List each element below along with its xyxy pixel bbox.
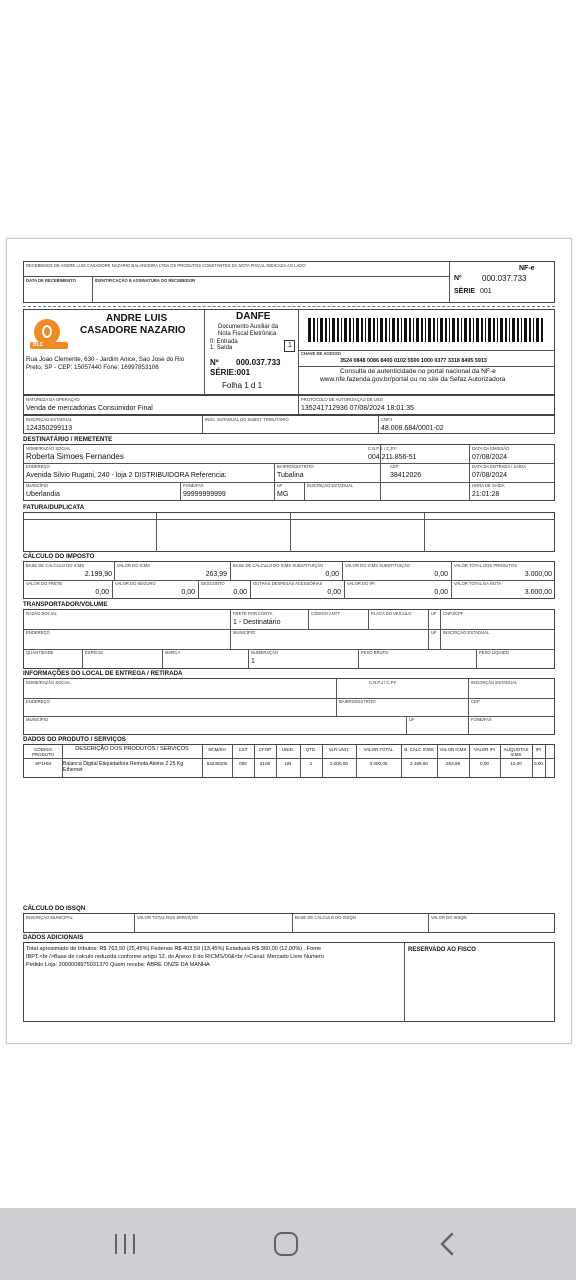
barcode-bar bbox=[464, 318, 467, 342]
adicionais-text-1: Total aproximado de tributos: R$ 763,50 (25,45%) Federais R$ 403,50 (13,45%) Estaduais R$ 360,00 (12,00%) . Fonte bbox=[26, 946, 322, 952]
consulta-line-2: www.nfe.fazenda.gov.br/portal ou no site da Sefaz Autorizadora bbox=[320, 376, 506, 383]
produto-header-0: CÓDIGO PRODUTO bbox=[32, 747, 54, 757]
barcode-bar bbox=[521, 318, 522, 342]
transp-especie-label: ESPÉCIE bbox=[85, 650, 104, 655]
canhoto-serie-label: SÉRIE bbox=[454, 288, 476, 295]
transp-peso-bruto-label: PESO BRUTO bbox=[361, 650, 389, 655]
barcode-bar bbox=[512, 318, 515, 342]
dest-fone-label: FONE/FAX bbox=[183, 483, 204, 488]
barcode-bar bbox=[485, 318, 486, 342]
dest-hora-label: HORA DE SAÍDA bbox=[472, 483, 505, 488]
produtos-section: DADOS DO PRODUTO / SERVIÇOS bbox=[23, 736, 126, 743]
barcode-bar bbox=[373, 318, 375, 342]
transp-marca-label: MARCA bbox=[165, 650, 181, 655]
barcode-bar bbox=[344, 318, 347, 342]
barcode-bar bbox=[401, 318, 402, 342]
barcode-bar bbox=[365, 318, 366, 342]
produtos-table bbox=[23, 744, 555, 778]
dest-entrada-label: DATA DA ENTRADA / SAÍDA bbox=[472, 464, 527, 469]
barcode-bar bbox=[541, 318, 543, 342]
entrega-ie-label: INSCRIÇÃO ESTADUAL bbox=[471, 680, 518, 685]
barcode-bar bbox=[397, 318, 399, 342]
barcode-bar bbox=[308, 318, 311, 342]
produto-header-2: NCM/SH bbox=[208, 747, 226, 752]
chave-label: CHAVE DE ACESSO bbox=[301, 351, 342, 356]
barcode-bar bbox=[469, 318, 471, 342]
produto-cell-5: UN bbox=[284, 761, 292, 766]
produto-cell-4: 6108 bbox=[259, 761, 271, 766]
dest-fone: 99999999999 bbox=[183, 491, 226, 498]
barcode-bar bbox=[320, 318, 323, 342]
transp-razao-label: RAZÃO SOCIAL bbox=[26, 611, 57, 616]
entrega-endereco-label: ENDEREÇO bbox=[26, 699, 50, 704]
total-prod-label: VALOR TOTAL DOS PRODUTOS bbox=[454, 563, 517, 568]
transportador-block bbox=[23, 609, 555, 669]
barcode-bar bbox=[517, 318, 519, 342]
danfe-saida: 1: Saída bbox=[210, 345, 233, 351]
barcode-bar bbox=[337, 318, 339, 342]
entrega-uf-label: UF bbox=[409, 717, 415, 722]
barcode-bar bbox=[353, 318, 354, 342]
produto-header-8: VALOR TOTAL bbox=[363, 747, 394, 752]
bc-icms-label: BASE DE CÁLCULO DO ICMS bbox=[26, 563, 85, 568]
produto-cell-9: 2.199,90 bbox=[410, 761, 428, 766]
entrega-nome-label: NOME/RAZÃO SOCIAL bbox=[26, 680, 71, 685]
issqn-section: CÁLCULO DO ISSQN bbox=[23, 905, 86, 912]
barcode-bar bbox=[380, 318, 383, 342]
produto-cell-7: 3.000,00 bbox=[330, 761, 348, 766]
cnpj-value: 48.008.684/0001-02 bbox=[381, 425, 444, 432]
danfe-entrada: 0: Entrada bbox=[210, 339, 238, 345]
dest-municipio: Uberlandia bbox=[26, 491, 60, 498]
dest-bairro: Tubalina bbox=[277, 472, 304, 479]
icms-st-label: VALOR DO ICMS SUBSTITUIÇÃO bbox=[345, 563, 411, 568]
canhoto-numero-prefix: Nº bbox=[454, 275, 462, 282]
barcode-bar bbox=[536, 318, 539, 342]
entrega-block bbox=[23, 678, 555, 735]
home-icon[interactable] bbox=[274, 1232, 298, 1256]
barcode-bar bbox=[409, 318, 411, 342]
tipo-box bbox=[284, 340, 295, 352]
dest-hora: 21:01:28 bbox=[472, 491, 500, 498]
produto-header-9: B. CALC ICMS bbox=[404, 747, 434, 752]
barcode-bar bbox=[488, 318, 491, 342]
ie-st-label: INSC. ESTADUAL DO SUBST. TRIBUTÁRIO bbox=[205, 417, 289, 422]
barcode-bar bbox=[428, 318, 431, 342]
produto-cell-11: 0,00 bbox=[480, 761, 489, 766]
transp-peso-liquido-label: PESO LÍQUIDO bbox=[479, 650, 510, 655]
entrega-section: INFORMAÇÕES DO LOCAL DE ENTREGA / RETIRADA bbox=[23, 670, 183, 677]
entrega-bairro-label: BAIRRO/DISTRITO bbox=[339, 699, 376, 704]
barcode-bar bbox=[332, 318, 335, 342]
adicionais-text-2: IBPT.<br />Base de calculo reduzida conforme artigo 12, do Anexo II do RICMS/00&<br />Canal: Mercado Livre Numero bbox=[26, 954, 324, 960]
barcode-bar bbox=[416, 318, 419, 342]
frete-label: VALOR DO FRETE bbox=[26, 581, 63, 586]
danfe-subtitle-2: Nota Fiscal Eletrônica bbox=[218, 331, 277, 337]
seguro-label: VALOR DO SEGURO bbox=[115, 581, 156, 586]
cut-line bbox=[23, 306, 555, 307]
bc-icms-value: 2.199,90 bbox=[84, 571, 112, 578]
logo-text: BLC bbox=[33, 342, 44, 348]
transp-antt-label: CÓDIGO ANTT bbox=[311, 611, 340, 616]
issqn-bc-label: BASE DE CÁLCULO DO ISSQN bbox=[295, 915, 356, 920]
transp-numeracao-label: NUMERAÇÃO bbox=[251, 650, 279, 655]
barcode-bar bbox=[329, 318, 330, 342]
adicionais-block bbox=[23, 942, 555, 1022]
produto-cell-1: Balanca Digital Etiquetadora Remota Ateine 2 25 Kg Ethernet bbox=[63, 761, 184, 773]
adicionais-section: DADOS ADICIONAIS bbox=[23, 934, 84, 941]
adicionais-text-3: Pedido Loja: 2000008975031370 Quem recebe: ABRE ONZE DA MANHA bbox=[26, 962, 210, 968]
protocolo-value: 135241712936 07/08/2024 18:01:35 bbox=[301, 405, 414, 412]
barcode-bar bbox=[385, 318, 387, 342]
barcode-bar bbox=[476, 318, 479, 342]
dest-cep-label: CEP bbox=[390, 464, 399, 469]
barcode-bar bbox=[421, 318, 423, 342]
transp-frete: 1 - Destinatário bbox=[233, 619, 281, 626]
ie-label: INSCRIÇÃO ESTADUAL bbox=[26, 417, 73, 422]
logo-banner bbox=[30, 342, 68, 349]
imposto-section: CÁLCULO DO IMPOSTO bbox=[23, 553, 95, 560]
desconto-value: 0,00 bbox=[233, 589, 247, 596]
danfe-document[interactable] bbox=[6, 238, 572, 1044]
natureza-label: NATUREZA DA OPERAÇÃO bbox=[26, 397, 80, 402]
barcode-bar bbox=[440, 318, 443, 342]
transp-qtd-label: QUANTIDADE bbox=[26, 650, 54, 655]
produto-cell-12: 12,00 bbox=[510, 761, 522, 766]
seguro-value: 0,00 bbox=[181, 589, 195, 596]
produto-cell-10: 263,99 bbox=[445, 761, 461, 766]
destinatario-section: DESTINATÁRIO / REMETENTE bbox=[23, 436, 113, 443]
emitente-name-2: CASADORE NAZARIO bbox=[80, 325, 186, 336]
barcode-bar bbox=[497, 318, 498, 342]
barcode-bar bbox=[341, 318, 342, 342]
identificacao-label: IDENTIFICAÇÃO E ASSINATURA DO RECEBEDOR bbox=[95, 278, 196, 283]
produto-header-10: VALOR ICMS bbox=[439, 747, 467, 752]
produto-header-7: VLR UNIT. bbox=[328, 747, 350, 752]
issqn-im-label: INSCRIÇÃO MUNICIPAL bbox=[26, 915, 73, 920]
transp-ie-label: INSCRIÇÃO ESTADUAL bbox=[443, 630, 490, 635]
natureza-row bbox=[23, 395, 555, 415]
dest-uf-label: UF bbox=[277, 483, 283, 488]
dest-cpf-label: C.N.P.J. / C.P.F. bbox=[368, 446, 398, 451]
natureza-value: Venda de mercadorias Consumidor Final bbox=[26, 405, 153, 412]
barcode-bar bbox=[509, 318, 510, 342]
barcode-bar bbox=[404, 318, 407, 342]
danfe-title: DANFE bbox=[236, 311, 271, 322]
danfe-numero-label: Nº bbox=[210, 358, 219, 367]
barcode-bar bbox=[377, 318, 378, 342]
dest-endereco: Avenida Silvio Rugani, 240 - loja 2 DISTRIBUIDORA Referencia: bbox=[26, 472, 227, 479]
barcode-bar bbox=[505, 318, 507, 342]
dest-endereco-label: ENDEREÇO bbox=[26, 464, 50, 469]
total-nota-value: 3.000,00 bbox=[524, 589, 552, 596]
produto-cell-6: 1 bbox=[309, 761, 313, 766]
top-blank-area bbox=[0, 0, 576, 236]
produto-cell-13: 0,00 bbox=[534, 761, 543, 766]
danfe-folha: Folha 1 d 1 bbox=[222, 381, 263, 390]
entrega-fone-label: FONE/FAX bbox=[471, 717, 492, 722]
produto-header-6: QTD. bbox=[305, 747, 317, 752]
total-nota-label: VALOR TOTAL DA NOTA bbox=[454, 581, 502, 586]
danfe-subtitle-1: Documento Auxiliar da bbox=[218, 324, 279, 330]
outras-label: OUTRAS DESPESAS ACESSÓRIAS bbox=[253, 581, 323, 586]
transp-municipio-label: MUNICÍPIO bbox=[233, 630, 256, 635]
barcode-bar bbox=[437, 318, 438, 342]
header-block bbox=[23, 309, 555, 395]
transp-cnpj-label: CNPJ/CPF bbox=[443, 611, 464, 616]
canhoto-text: RECEBEMOS DE ANDRE LUIS CASADORE NAZARIO BALANCEIRA LTDA OS PRODUTOS CONSTANTES DA NOTA FISCAL INDICADA AO LADO bbox=[26, 263, 306, 268]
consulta-line-1: Consulta de autenticidade no portal nacional da NF-e bbox=[340, 368, 496, 375]
barcode-bar bbox=[433, 318, 435, 342]
dest-municipio-label: MUNICÍPIO bbox=[26, 483, 49, 488]
icms-value: 263,99 bbox=[205, 571, 227, 578]
chave-value: 3524 0848 0086 8400 0102 5500 1000 0377 3318 8495 5913 bbox=[340, 358, 487, 364]
issqn-block bbox=[23, 913, 555, 933]
danfe-numero: 000.037.733 bbox=[236, 358, 281, 367]
dest-cep: 38412026 bbox=[390, 472, 422, 479]
desconto-label: DESCONTO bbox=[201, 581, 225, 586]
barcode-bar bbox=[445, 318, 447, 342]
barcode-bar bbox=[349, 318, 351, 342]
danfe-tipo: 1 bbox=[288, 342, 292, 349]
entrega-municipio-label: MUNICÍPIO bbox=[26, 717, 49, 722]
transp-uf-label: UF bbox=[431, 611, 437, 616]
total-prod-value: 3.000,00 bbox=[524, 571, 552, 578]
nfe-label: NF-e bbox=[519, 265, 535, 272]
emitente-name-1: ANDRE LUIS bbox=[106, 313, 168, 324]
frete-value: 0,00 bbox=[95, 589, 109, 596]
barcode-bar bbox=[533, 318, 534, 342]
data-recebimento-label: DATA DE RECEBIMENTO bbox=[26, 278, 76, 283]
bc-st-label: BASE DE CÁLCULO DO ICMS SUBSTITUIÇÃO bbox=[233, 563, 324, 568]
barcode-bar bbox=[392, 318, 395, 342]
produto-header-5: UNID. bbox=[282, 747, 294, 752]
barcode-bar bbox=[461, 318, 462, 342]
ipi-value: 0,00 bbox=[434, 589, 448, 596]
barcode-bar bbox=[368, 318, 371, 342]
emitente-address: Rua Joao Clemente, 630 - Jardim Anice, Sao Jose do Rio Preto, SP - CEP: 15057440 Fone: 16997853106 bbox=[26, 356, 185, 371]
transp-uf2-label: UF bbox=[431, 630, 437, 635]
danfe-serie: SÉRIE:001 bbox=[210, 368, 251, 377]
barcode-bar bbox=[313, 318, 315, 342]
transp-endereco-label: ENDEREÇO bbox=[26, 630, 50, 635]
canhoto-numero: 000.037.733 bbox=[482, 274, 527, 283]
protocolo-label: PROTOCOLO DE AUTORIZAÇÃO DE USO bbox=[301, 397, 383, 402]
produto-cell-3: 000 bbox=[239, 761, 247, 766]
produto-cell-2: 84238200 bbox=[206, 761, 228, 766]
barcode-bar bbox=[524, 318, 527, 342]
dest-emissao: 07/08/2024 bbox=[472, 454, 508, 461]
fisco-label: RESERVADO AO FISCO bbox=[408, 947, 476, 953]
dest-nome-label: NOME/RAZÃO SOCIAL bbox=[26, 446, 71, 451]
dest-entrada: 07/08/2024 bbox=[472, 472, 508, 479]
recent-apps-icon[interactable] bbox=[112, 1232, 138, 1256]
produto-header-4: CFOP bbox=[258, 747, 272, 752]
barcode-bar bbox=[529, 318, 531, 342]
produto-header-12: ALÍQUOTAS ICMS bbox=[503, 747, 529, 757]
entrega-cep-label: CEP bbox=[471, 699, 480, 704]
barcode-icon bbox=[308, 318, 544, 342]
barcode-bar bbox=[425, 318, 426, 342]
transportador-section: TRANSPORTADOR/VOLUME bbox=[23, 601, 108, 608]
icms-label: VALOR DO ICMS bbox=[117, 563, 150, 568]
barcode-bar bbox=[500, 318, 503, 342]
barcode-bar bbox=[449, 318, 450, 342]
destinatario-block bbox=[23, 444, 555, 501]
ipi-label: VALOR DO IPI bbox=[347, 581, 375, 586]
dest-uf: MG bbox=[277, 491, 289, 498]
outras-value: 0,00 bbox=[327, 589, 341, 596]
transp-placa-label: PLACA DO VEÍCULO bbox=[371, 611, 412, 616]
fatura-section: FATURA/DUPLICATA bbox=[23, 504, 85, 511]
canhoto-serie: 001 bbox=[480, 288, 492, 295]
issqn-valor-label: VALOR DO ISSQN bbox=[431, 915, 467, 920]
produto-cell-0: SP1HM bbox=[35, 761, 51, 766]
fatura-block bbox=[23, 512, 555, 552]
barcode-bar bbox=[481, 318, 483, 342]
back-icon[interactable] bbox=[438, 1232, 458, 1256]
barcode-bar bbox=[452, 318, 455, 342]
dest-cpf: 004.211.856-51 bbox=[368, 454, 417, 461]
barcode-bar bbox=[361, 318, 363, 342]
produto-header-13: IPI bbox=[535, 747, 542, 752]
barcode-bar bbox=[493, 318, 495, 342]
barcode-bar bbox=[389, 318, 390, 342]
produto-cell-8: 3.000,00 bbox=[369, 761, 388, 766]
navigation-bar bbox=[0, 1208, 576, 1280]
produto-header-3: CST bbox=[238, 747, 248, 752]
dest-emissao-label: DATA DA EMISSÃO bbox=[472, 446, 510, 451]
icms-st-value: 0,00 bbox=[434, 571, 448, 578]
canhoto bbox=[23, 261, 555, 303]
barcode-bar bbox=[413, 318, 414, 342]
cnpj-label: CNPJ bbox=[381, 417, 392, 422]
imposto-block bbox=[23, 561, 555, 599]
inscricao-row bbox=[23, 415, 555, 434]
issqn-servicos-label: VALOR TOTAL DOS SERVIÇOS bbox=[137, 915, 198, 920]
produto-header-1: DESCRIÇÃO DOS PRODUTOS / SERVIÇOS bbox=[75, 746, 189, 752]
entrega-cnpj-label: C.N.P.J / C.P.F bbox=[369, 680, 397, 685]
produto-header-11: VALOR IPI bbox=[473, 747, 496, 752]
dest-nome: Roberta Simoes Fernandes bbox=[26, 452, 124, 461]
transp-numeracao: 1 bbox=[251, 658, 255, 665]
barcode-bar bbox=[317, 318, 318, 342]
transp-frete-label: FRETE POR CONTA bbox=[233, 611, 273, 616]
ie-value: 124350299113 bbox=[26, 425, 73, 432]
barcode-bar bbox=[356, 318, 359, 342]
bc-st-value: 0,00 bbox=[325, 571, 339, 578]
dest-ie-label: INSCRIÇÃO ESTADUAL bbox=[307, 483, 354, 488]
barcode-bar bbox=[325, 318, 327, 342]
dest-bairro-label: BAIRRO/DISTRITO bbox=[277, 464, 314, 469]
barcode-bar bbox=[457, 318, 459, 342]
barcode-bar bbox=[473, 318, 474, 342]
